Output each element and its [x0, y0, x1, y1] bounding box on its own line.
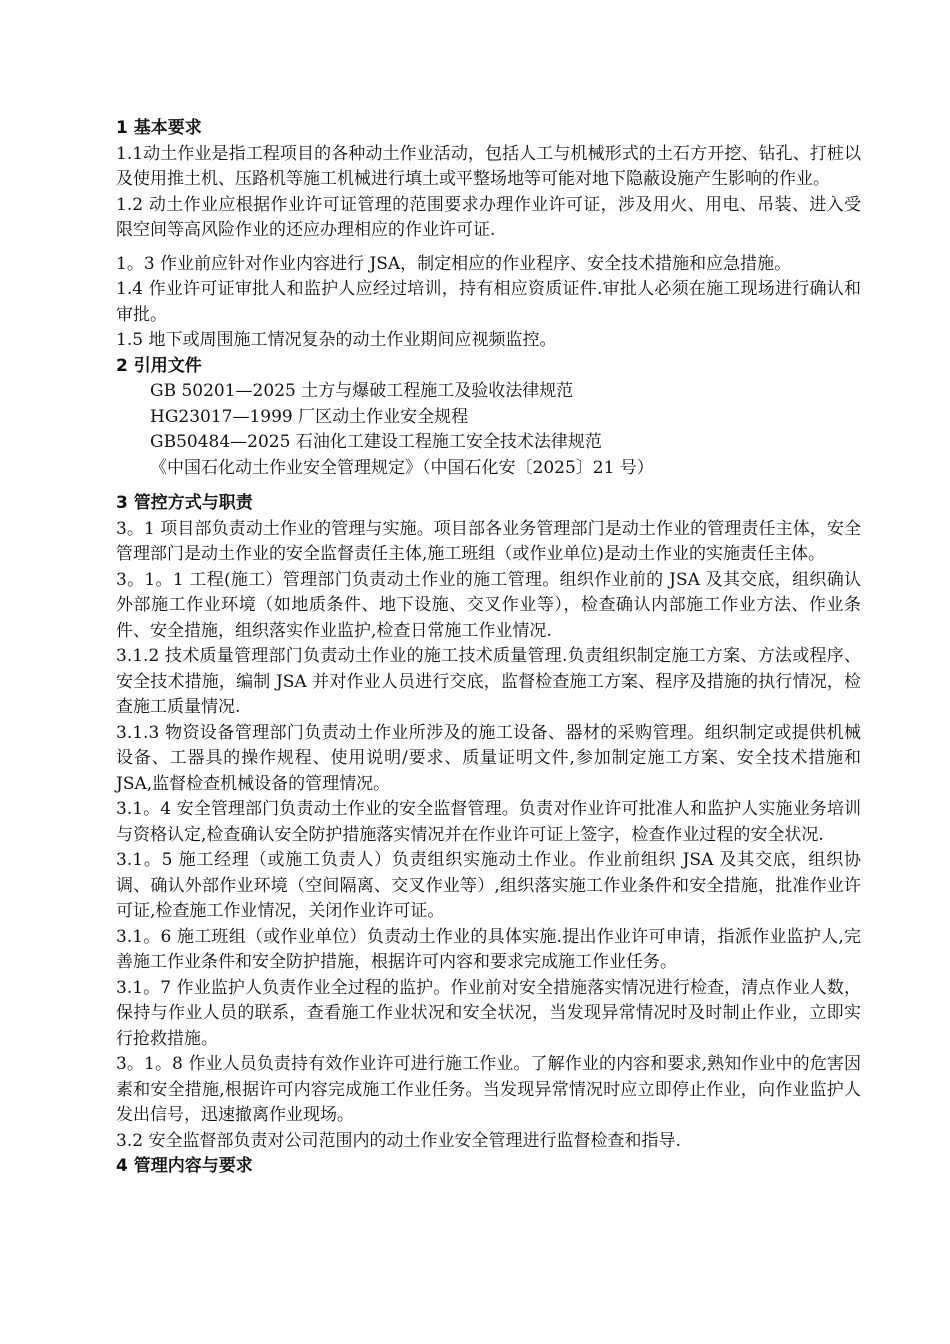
paragraph-1-5: 1.5 地下或周围施工情况复杂的动土作业期间应视频监控。 — [116, 330, 557, 350]
paragraph-3-1-7: 3.1。7 作业监护人负责作业全过程的监护。作业前对安全措施落实情况进行检查，清点作业人数，保持与作业人员的联系，查看施工作业状况和安全状况，当发现异常情况时及时制止作业，立即实行抢救措施。 — [116, 977, 861, 1049]
paragraph-1-2: 1.2 动土作业应根据作业许可证管理的范围要求办理作业许可证，涉及用火、用电、吊装、进入受限空间等高风险作业的还应办理相应的作业许可证. — [116, 194, 861, 240]
paragraph-3-2: 3.2 安全监督部负责对公司范围内的动土作业安全管理进行监督检查和指导. — [116, 1130, 681, 1151]
section-heading-4: 4 管理内容与要求 — [116, 1156, 253, 1176]
section-heading-2: 2 引用文件 — [116, 355, 202, 376]
paragraph-3-1: 3。1 项目部负责动土作业的管理与实施。项目部各业务管理部门是动土作业的管理责任主体，安全管理部门是动土作业的安全监督责任主体,施工班组（或作业单位)是动土作业的实施责任主体。 — [116, 518, 861, 564]
paragraph-1-3: 1。3 作业前应针对作业内容进行 JSA，制定相应的作业程序、安全技术措施和应急措施。 — [116, 253, 792, 274]
paragraph-3-1-6: 3.1。6 施工班组（或作业单位）负责动土作业的具体实施.提出作业许可申请，指派作业监护人,完善施工作业条件和安全防护措施，根据许可内容和要求完成施工作业任务。 — [116, 926, 861, 972]
paragraph-3-1-1: 3。1。1 工程(施工）管理部门负责动土作业的施工管理。组织作业前的 JSA 及其交底，组织确认外部施工作业环境（如地质条件、地下设施、交叉作业等），检查确认内部施工作业方法、作业条件、安全措施，组织落实作业监护,检查日常施工作业情况. — [116, 569, 861, 641]
paragraph-3-1-8: 3。1。8 作业人员负责持有效作业许可进行施工作业。了解作业的内容和要求,熟知作业中的危害因素和安全措施,根据许可内容完成施工作业任务。当发现异常情况时应立即停止作业，向作业监护人发出信号，迅速撤离作业现场。 — [116, 1054, 861, 1125]
reference-item: 《中国石化动土作业安全管理规定》（中国石化安〔2025〕21 号） — [150, 457, 654, 478]
paragraph-3-1-5: 3.1。5 施工经理（或施工负责人）负责组织实施动土作业。作业前组织 JSA 及其交底，组织协调、确认外部作业环境（空间隔离、交叉作业等）,组织落实施工作业条件和安全措施，批准作业许可证,检查施工作业情况，关闭作业许可证。 — [116, 850, 861, 921]
reference-list — [116, 379, 861, 481]
reference-item: HG23017—1999 厂区动土作业安全规程 — [150, 406, 469, 427]
paragraph-3-1-2: 3.1.2 技术质量管理部门负责动土作业的施工技术质量管理.负责组织制定施工方案、方法或程序、安全技术措施，编制 JSA 并对作业人员进行交底，监督检查施工方案、程序及措施的执行情况，检查施工质量情况. — [116, 646, 861, 717]
paragraph-1-1: 1.1动土作业是指工程项目的各种动土作业活动，包括人工与机械形式的土石方开挖、钻孔、打桩以及使用推土机、压路机等施工机械进行填土或平整场地等可能对地下隐蔽设施产生影响的作业。 — [116, 143, 861, 189]
reference-item: GB 50201—2025 土方与爆破工程施工及验收法律规范 — [150, 381, 574, 401]
section-heading-3: 3 管控方式与职责 — [116, 493, 253, 513]
paragraph-3-1-4: 3.1。4 安全管理部门负责动土作业的安全监督管理。负责对作业许可批准人和监护人实施业务培训与资格认定,检查确认安全防护措施落实情况并在作业许可证上签字，检查作业过程的安全状况. — [116, 799, 861, 845]
section-heading-1: 1 基本要求 — [116, 118, 202, 138]
paragraph-3-1-3: 3.1.3 物资设备管理部门负责动土作业所涉及的施工设备、器材的采购管理。组织制定或提供机械设备、工器具的操作规程、使用说明/要求、质量证明文件,参加制定施工方案、安全技术措施和 JSA,监督检查机械设备的管理情况。 — [116, 722, 861, 794]
paragraph-1-4: 1.4 作业许可证审批人和监护人应经过培训，持有相应资质证件.审批人必须在施工现场进行确认和审批。 — [116, 279, 861, 325]
document-body — [116, 116, 861, 1180]
reference-item: GB50484—2025 石油化工建设工程施工安全技术法律规范 — [150, 432, 602, 452]
